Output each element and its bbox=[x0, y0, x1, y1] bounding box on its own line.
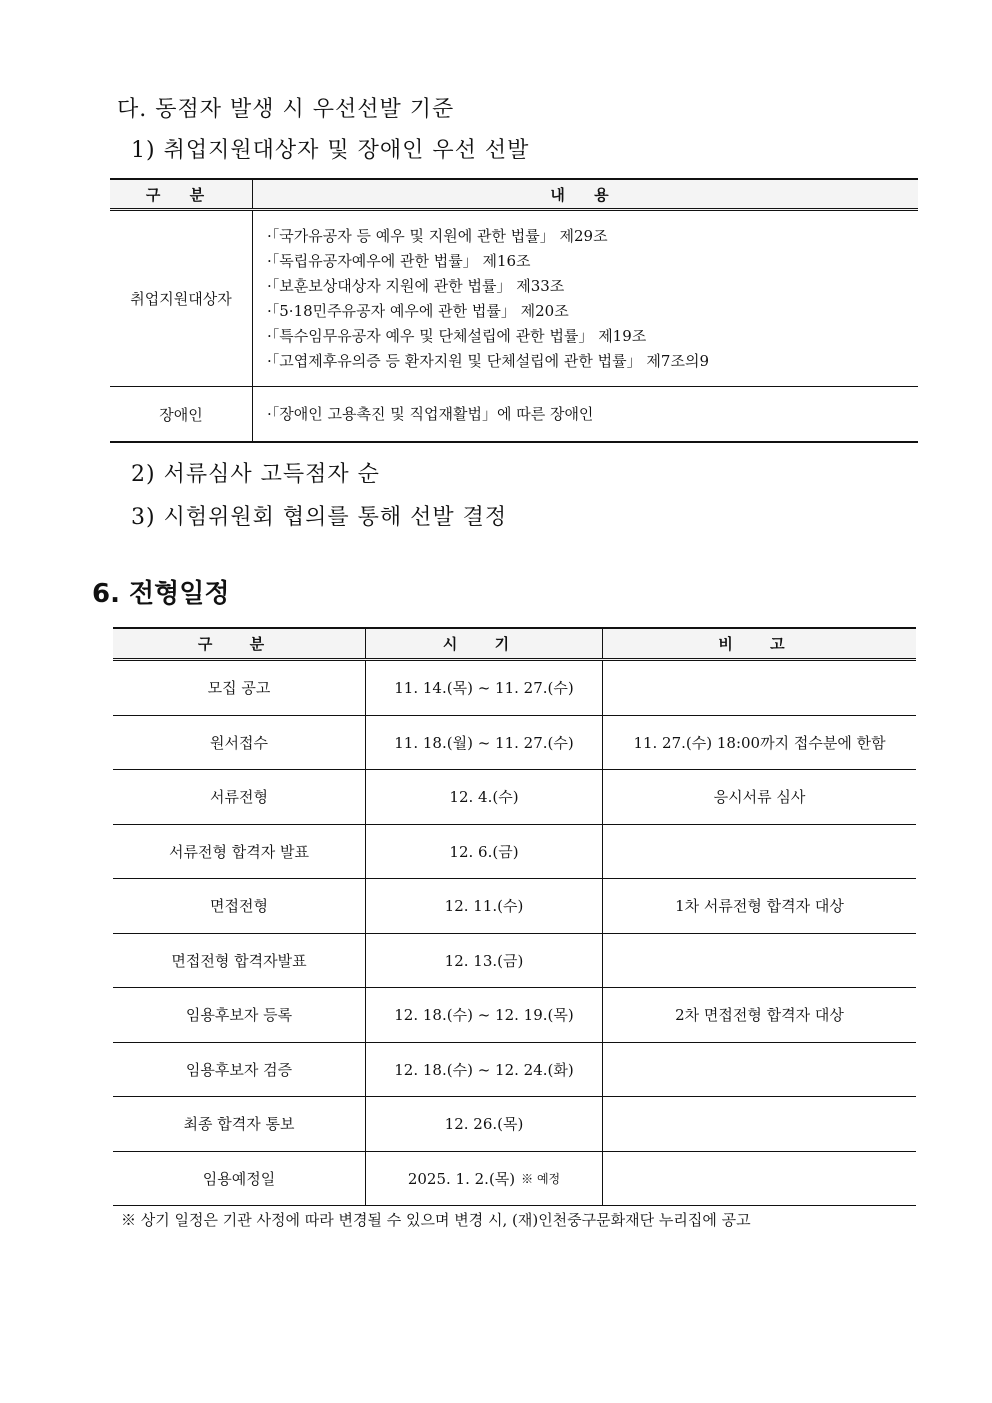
section-da-title: 다. 동점자 발생 시 우선선발 기준 bbox=[117, 97, 455, 122]
table-row bbox=[113, 770, 916, 825]
row-category: 모집 공고 bbox=[113, 661, 366, 715]
section-6-title: 6. 전형일정 bbox=[92, 579, 230, 609]
table-row bbox=[113, 1152, 916, 1207]
table-row bbox=[113, 716, 916, 771]
row-note: 2차 면접전형 합격자 대상 bbox=[675, 1006, 844, 1025]
law-line: ·「특수임무유공자 예우 및 단체설립에 관한 법률」 제19조 bbox=[267, 326, 647, 345]
row-period: 2025. 1. 2.(목) bbox=[407, 1169, 516, 1188]
row-content bbox=[253, 211, 918, 386]
row-period: 12. 6.(금) bbox=[366, 825, 603, 879]
row-note bbox=[603, 1152, 916, 1206]
law-line: ·「독립유공자예우에 관한 법률」 제16조 bbox=[267, 251, 531, 270]
row-note bbox=[603, 1097, 916, 1151]
row-period-cell bbox=[366, 1152, 603, 1206]
law-line: ·「보훈보상대상자 지원에 관한 법률」 제33조 bbox=[267, 276, 565, 295]
row-period: 11. 14.(목) ~ 11. 27.(수) bbox=[366, 661, 603, 715]
priority-item-2: 2) 서류심사 고득점자 순 bbox=[131, 462, 380, 487]
row-category: 장애인 bbox=[110, 387, 253, 441]
row-category: 취업지원대상자 bbox=[110, 211, 253, 386]
row-note: 1차 서류전형 합격자 대상 bbox=[675, 897, 844, 916]
priority-table-header bbox=[110, 178, 918, 211]
row-period: 12. 26.(목) bbox=[366, 1097, 603, 1151]
table-row bbox=[113, 879, 916, 934]
schedule-table bbox=[113, 627, 916, 1206]
law-line: ·「국가유공자 등 예우 및 지원에 관한 법률」 제29조 bbox=[267, 226, 608, 245]
row-period: 12. 18.(수) ~ 12. 24.(화) bbox=[366, 1043, 603, 1097]
row-category: 최종 합격자 통보 bbox=[113, 1097, 366, 1151]
schedule-table-header bbox=[113, 627, 916, 661]
row-category: 면접전형 bbox=[113, 879, 366, 933]
priority-table bbox=[110, 178, 918, 443]
col-header-category: 구 분 bbox=[110, 180, 253, 208]
row-period: 12. 18.(수) ~ 12. 19.(목) bbox=[366, 988, 603, 1042]
col-header-category: 구 분 bbox=[113, 629, 366, 658]
row-category: 면접전형 합격자발표 bbox=[113, 934, 366, 988]
row-period-note: ※ 예정 bbox=[521, 1171, 561, 1186]
row-period: 12. 11.(수) bbox=[366, 879, 603, 933]
col-header-content: 내 용 bbox=[550, 185, 621, 204]
row-content bbox=[253, 387, 918, 441]
law-line: ·「장애인 고용촉진 및 직업재활법」에 따른 장애인 bbox=[267, 404, 594, 423]
row-period: 11. 18.(월) ~ 11. 27.(수) bbox=[366, 716, 603, 770]
priority-item-3: 3) 시험위원회 협의를 통해 선발 결정 bbox=[131, 505, 508, 530]
priority-item-1: 1) 취업지원대상자 및 장애인 우선 선발 bbox=[131, 138, 530, 163]
table-row bbox=[113, 988, 916, 1043]
table-row bbox=[113, 661, 916, 716]
row-category: 임용후보자 등록 bbox=[113, 988, 366, 1042]
row-category: 임용예정일 bbox=[113, 1152, 366, 1206]
row-period: 12. 4.(수) bbox=[366, 770, 603, 824]
table-row bbox=[110, 387, 918, 443]
schedule-footnote: ※ 상기 일정은 기관 사정에 따라 변경될 수 있으며 변경 시, (재)인천중구문화재단 누리집에 공고 bbox=[121, 1211, 751, 1229]
row-category: 임용후보자 검증 bbox=[113, 1043, 366, 1097]
row-note bbox=[603, 1043, 916, 1097]
col-header-period: 시 기 bbox=[366, 629, 603, 658]
row-category: 원서접수 bbox=[113, 716, 366, 770]
col-header-note: 비 고 bbox=[718, 635, 801, 653]
table-row bbox=[113, 934, 916, 989]
table-row bbox=[110, 211, 918, 387]
table-row bbox=[113, 1097, 916, 1152]
row-category: 서류전형 bbox=[113, 770, 366, 824]
row-note: 응시서류 심사 bbox=[713, 788, 806, 807]
law-line: ·「5·18민주유공자 예우에 관한 법률」 제20조 bbox=[267, 301, 569, 320]
row-period: 12. 13.(금) bbox=[366, 934, 603, 988]
table-row bbox=[113, 1043, 916, 1098]
row-note bbox=[603, 661, 916, 715]
row-note bbox=[603, 825, 916, 879]
row-note: 11. 27.(수) 18:00까지 접수분에 한함 bbox=[633, 733, 886, 752]
table-row bbox=[113, 825, 916, 880]
row-note bbox=[603, 934, 916, 988]
row-category: 서류전형 합격자 발표 bbox=[113, 825, 366, 879]
law-line: ·「고엽제후유의증 등 환자지원 및 단체설립에 관한 법률」 제7조의9 bbox=[267, 351, 709, 370]
